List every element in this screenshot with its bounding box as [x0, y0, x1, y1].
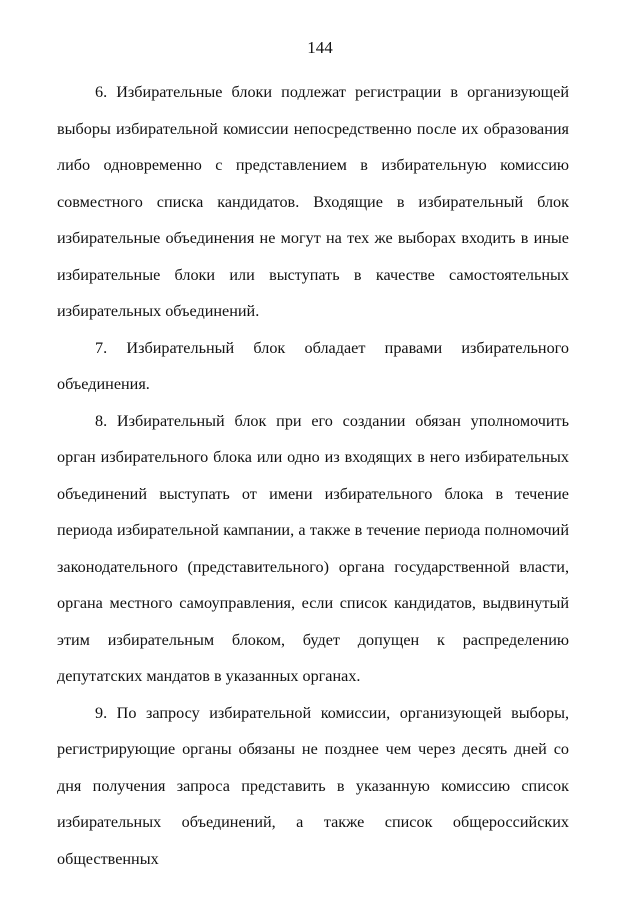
paragraph-7: 7. Избирательный блок обладает правами избирательного объединения. — [57, 338, 569, 393]
paragraph-8: 8. Избирательный блок при его создании обязан уполномочить орган избирательного блока или одно из входящих в него избирательных объединений выступать от имени избирательного блока в течение периода избирательной кампании, а также в течение периода полномочий законодательного (представительного) органа государственной власти, органа местного самоуправления, если список кандидатов, выдвинутый этим избирательным блоком, будет допущен к распределению депутатских мандатов в указанных органах. — [57, 411, 569, 685]
paragraph-9: 9. По запросу избирательной комиссии, организующей выборы, регистрирующие органы обязаны не позднее чем через десять дней со дня получения запроса представить в указанную комиссию список избирательных объединений, а также список общероссийских общественных — [57, 703, 569, 868]
page-number: 144 — [307, 38, 333, 57]
document-body — [57, 74, 569, 877]
paragraph-6: 6. Избирательные блоки подлежат регистрации в организующей выборы избирательной комиссии непосредственно после их образования либо одновременно с представлением в избирательную комиссию совместного списка кандидатов. Входящие в избирательный блок избирательные объединения не могут на тех же выборах входить в иные избирательные блоки или выступать в качестве самостоятельных избирательных объединений. — [57, 83, 569, 320]
